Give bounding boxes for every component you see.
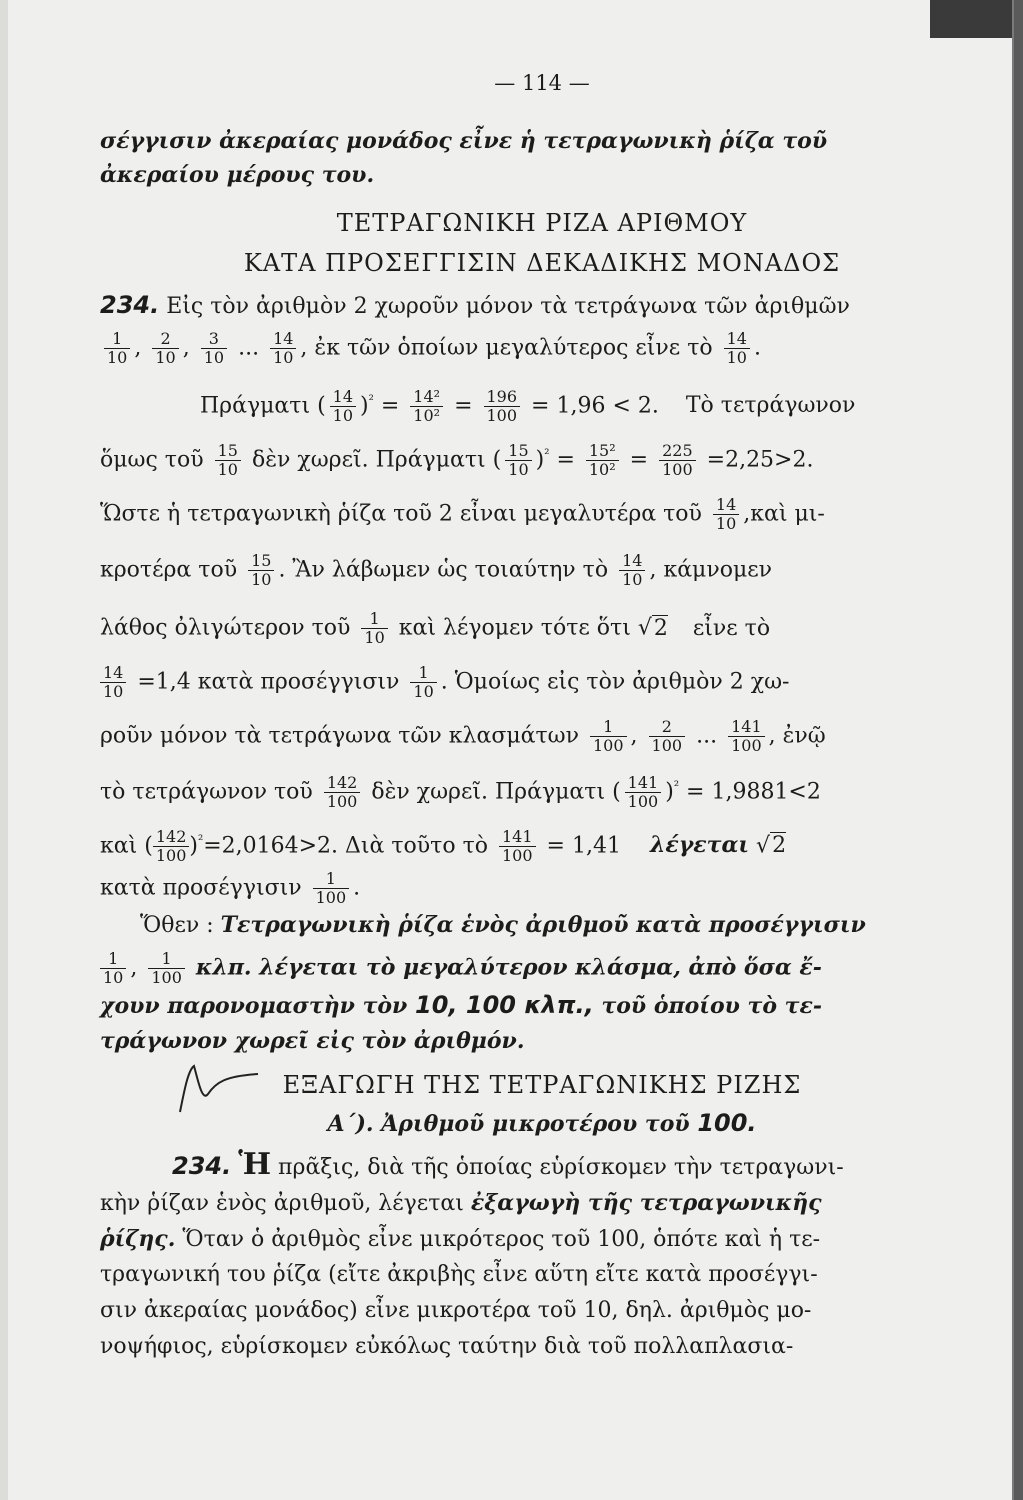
text-line: καὶ ( $\frac{142}{100}$ )$^{^2}$=2,0164>2. Διὰ τοῦτο τὸ $\frac{141}{100}$ = 1,41 λέγεται √2 xyxy=(100,826,787,865)
page-edge xyxy=(0,0,8,1500)
fraction: $\frac{3}{10}$ xyxy=(201,330,227,367)
fraction: $\frac{2}{10}$ xyxy=(152,330,178,367)
text-line: λάθος ὀλιγώτερον τοῦ $\frac{1}{10}$ καὶ λέγομεν τότε ὅτι √2 εἶνε τὸ xyxy=(100,609,771,647)
text-line: κροτέρα τοῦ $\frac{15}{10}$ . Ἂν λάβωμεν ὡς τοιαύτην τὸ $\frac{14}{10}$ , κάμνομεν xyxy=(100,551,773,589)
paragraph-number: 234. xyxy=(100,291,160,319)
text-line xyxy=(100,290,984,322)
text-line: σέγγισιν ἀκεραίας μονάδος εἶνε ἡ τετραγωνικὴ ῥίζα τοῦ xyxy=(100,128,828,154)
text-line: $\frac{14}{10}$ =1,4 κατὰ προσέγγισιν $\frac{1}{10}$ . Ὁμοίως εἰς τὸν ἀριθμὸν 2 χω- xyxy=(100,664,984,701)
text-line: κὴν ῥίζαν ἑνὸς ἀριθμοῦ, λέγεται ἐξαγωγὴ τῆς τετραγωνικῆς xyxy=(100,1190,822,1216)
text-line: $\frac{1}{10}$ , $\frac{1}{100}$ κλπ. λέγεται τὸ μεγαλύτερον κλάσμα, ἀπὸ ὅσα ἔ- xyxy=(100,950,984,987)
text-line: χουν παρονομαστὴν τὸν 10, 100 κλπ., τοῦ ὁποίου τὸ τε- xyxy=(100,991,822,1019)
scan-corner-shadow xyxy=(930,0,1012,38)
fraction: $\frac{1}{10}$ xyxy=(104,330,130,367)
text-line: Πράγματι ( $\frac{14}{10}$ )$^{^2}$ = $\frac{\text{14²}}{\text{10²}}$ = $\frac{196}{100}$ = 1,96 < 2. Τὸ τετράγωνον xyxy=(200,386,856,425)
text: ἐκ τῶν ὁποίων μεγαλύτερος εἶνε τὸ xyxy=(314,335,713,361)
text-line: τὸ τετράγωνον τοῦ $\frac{142}{100}$ δὲν χωρεῖ. Πράγματι ( $\frac{141}{100}$ )$^{^2}$ = 1,9881<2 xyxy=(100,772,821,811)
text-line: $\frac{1}{10}$ , $\frac{2}{10}$ , $\frac{3}{10}$ ... $\frac{14}{10}$ , ἐκ τῶν ὁποίων μεγαλύτερος εἶνε τὸ $\frac{14}{10}$ . xyxy=(100,330,984,367)
text: Εἰς τὸν ἀριθμὸν 2 χωροῦν μόνον τὰ τετράγωνα τῶν ἀριθμῶν xyxy=(166,294,850,319)
text-line: ῥίζης. Ὅταν ὁ ἀριθμὸς εἶνε μικρότερος τοῦ 100, ὁπότε καὶ ἡ τε- xyxy=(100,1226,821,1252)
text-line: ἀκεραίου μέρους του. xyxy=(100,162,375,188)
text-line: ὅμως τοῦ $\frac{15}{10}$ δὲν χωρεῖ. Πράγματι ( $\frac{15}{10}$ )$^{^2}$ = $\frac{\text{15²}}{\text{10²}}$ = $\frac{225}{100}$ =2,25>2. xyxy=(100,440,814,479)
section-heading: ΤΕΤΡΑΓΩΝΙΚΗ ΡΙΖΑ ΑΡΙΘΜΟΥ xyxy=(336,209,748,237)
section-heading: ΕΞΑΓΩΓΗ ΤΗΣ ΤΕΤΡΑΓΩΝΙΚΗΣ ΡΙΖΗΣ xyxy=(282,1071,802,1099)
text-line: Ὅθεν : Τετραγωνικὴ ῥίζα ἑνὸς ἀριθμοῦ κατὰ προσέγγισιν xyxy=(140,912,866,938)
subsection-heading: Α΄). Ἀριθμοῦ μικροτέρου τοῦ 100. xyxy=(327,1109,757,1137)
text-line: σιν ἀκεραίας μονάδος) εἶνε μικροτέρα τοῦ 10, δηλ. ἀριθμὸς μο- xyxy=(100,1298,812,1323)
text-line: τραγωνική του ῥίζα (εἴτε ἀκριβὴς εἶνε αὕτη εἴτε κατὰ προσέγγι- xyxy=(100,1262,818,1287)
text-line: ροῦν μόνον τὰ τετράγωνα τῶν κλασμάτων $\frac{1}{100}$ , $\frac{2}{100}$ ... $\frac{141}{100}$ , ἐνῷ xyxy=(100,717,826,755)
section-heading: ΚΑΤΑ ΠΡΟΣΕΓΓΙΣΙΝ ΔΕΚΑΔΙΚΗΣ ΜΟΝΑΔΟΣ xyxy=(243,249,841,277)
fraction: $\frac{14}{10}$ xyxy=(270,330,296,367)
fraction: $\frac{14}{10}$ xyxy=(724,330,750,367)
text-line: κατὰ προσέγγισιν $\frac{1}{100}$ . xyxy=(100,869,361,907)
text-line: νοψήφιος, εὑρίσκομεν εὐκόλως ταύτην διὰ τοῦ πολλαπλασια- xyxy=(100,1334,794,1359)
page-number: — 114 — xyxy=(494,71,590,95)
text-line: Ὥστε ἡ τετραγωνικὴ ῥίζα τοῦ 2 εἶναι μεγαλυτέρα τοῦ $\frac{14}{10}$ ,καὶ μι- xyxy=(100,495,825,533)
text-line: 234. Ἡ πρᾶξις, διὰ τῆς ὁποίας εὑρίσκομεν τὴν τετραγωνι- xyxy=(172,1147,844,1182)
text-line: τράγωνον χωρεῖ εἰς τὸν ἀριθμόν. xyxy=(100,1028,525,1054)
